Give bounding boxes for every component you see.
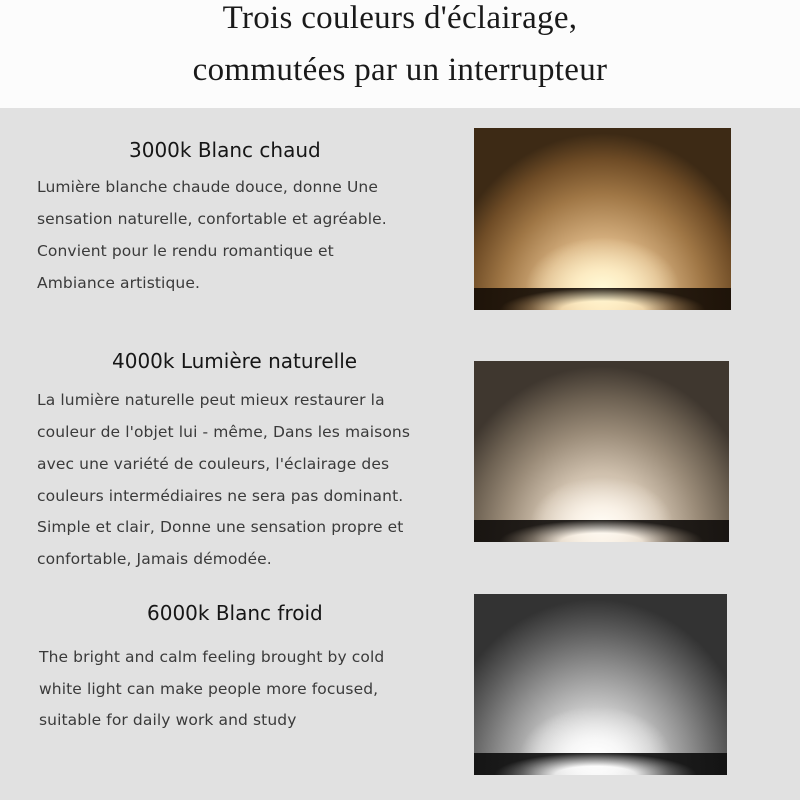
section-title-3000k: 3000k Blanc chaud xyxy=(129,138,321,162)
section-text-line: Ambiance artistique. xyxy=(37,274,200,292)
section-title-4000k: 4000k Lumière naturelle xyxy=(112,349,358,373)
section-text-line: Simple et clair, Donne une sensation propre et xyxy=(37,518,404,536)
section-title-6000k: 6000k Blanc froid xyxy=(147,601,323,625)
section-text-line: Lumière blanche chaude douce, donne Une xyxy=(37,178,378,196)
page-title-line-2: commutées par un interrupteur xyxy=(192,52,608,88)
section-text-line: Convient pour le rendu romantique et xyxy=(37,242,334,260)
section-text-line: white light can make people more focused, xyxy=(39,680,379,698)
section-text-line: suitable for daily work and study xyxy=(39,711,297,729)
section-text-line: couleurs intermédiaires ne sera pas dominant. xyxy=(37,487,404,505)
cold-white-light-photo xyxy=(474,594,727,775)
header-banner xyxy=(0,0,800,108)
natural-white-light-photo xyxy=(474,361,729,542)
section-text-line: sensation naturelle, confortable et agréable. xyxy=(37,210,387,228)
section-text-line: The bright and calm feeling brought by cold xyxy=(39,648,385,666)
page-title-line-1: Trois couleurs d'éclairage, xyxy=(222,0,578,36)
section-text-line: confortable, Jamais démodée. xyxy=(37,550,272,568)
section-text-line: couleur de l'objet lui - même, Dans les maisons xyxy=(37,423,411,441)
warm-white-light-photo xyxy=(474,128,731,310)
section-text-line: avec une variété de couleurs, l'éclairage des xyxy=(37,455,390,473)
section-text-line: La lumière naturelle peut mieux restaurer la xyxy=(37,391,385,409)
